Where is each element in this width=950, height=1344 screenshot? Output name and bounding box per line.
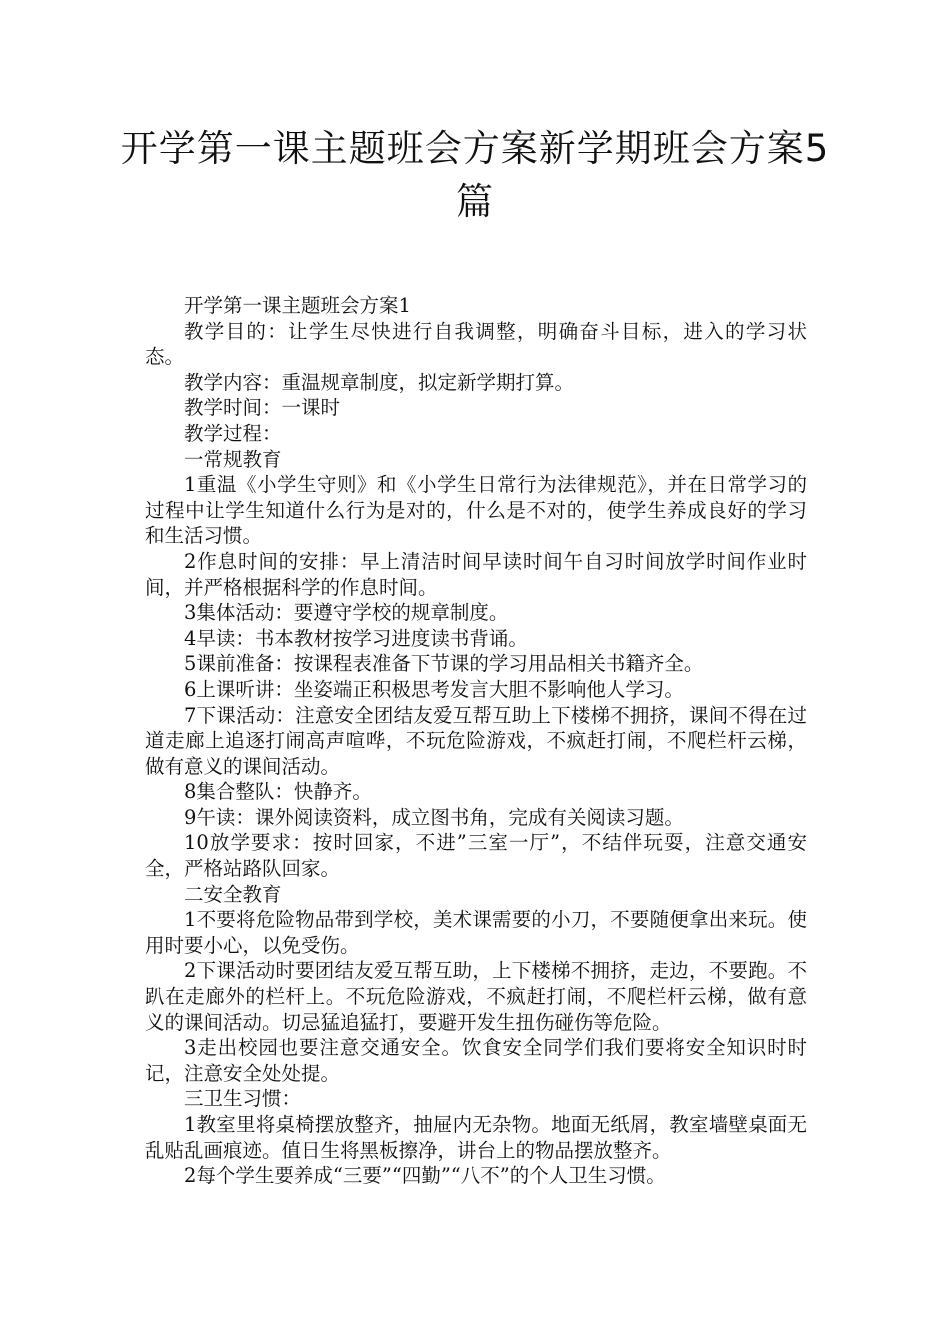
section-heading: 一常规教育 [184, 447, 282, 471]
paragraph: 4早读：书本教材按学习进度读书背诵。 [184, 626, 528, 650]
paragraph: 2作息时间的安排：早上清洁时间早读时间午自习时间放学时间作业时间，并严格根据科学的作息时间。 [145, 549, 807, 599]
paragraph: 教学时间：一课时 [184, 396, 341, 420]
paragraph: 3集体活动：要遵守学校的规章制度。 [184, 601, 509, 625]
paragraph: 10放学要求：按时回家，不进”三室一厅”，不结伴玩耍，注意交通安全，严格站路队回家。 [145, 831, 807, 881]
paragraph: 6上课听讲：坐姿端正积极思考发言大胆不影响他人学习。 [184, 677, 684, 701]
document-title: 开学第一课主题班会方案新学期班会方案5篇 [120, 127, 830, 223]
paragraph: 5课前准备：按课程表准备下节课的学习用品相关书籍齐全。 [184, 652, 704, 676]
paragraph: 2下课活动时要团结友爱互帮互助，上下楼梯不拥挤，走边，不要跑。不趴在走廊外的栏杆上。不玩危险游戏，不疯赶打闹，不爬栏杆云梯，做有意义的课间活动。切忌猛追猛打，要避开发生扭伤碰伤等危险。 [145, 959, 807, 1034]
paragraph: 2每个学生要养成“三要”“四勤”“八不”的个人卫生习惯。 [184, 1164, 666, 1188]
paragraph: 教学内容：重温规章制度，拟定新学期打算。 [184, 370, 575, 394]
paragraph: 9午读：课外阅读资料，成立图书角，完成有关阅读习题。 [184, 805, 684, 829]
paragraph: 开学第一课主题班会方案1 [184, 294, 411, 317]
document-body [145, 293, 807, 1189]
paragraph: 1不要将危险物品带到学校，美术课需要的小刀，不要随便拿出来玩。使用时要小心，以免受伤。 [145, 908, 807, 957]
paragraph: 8集合整队：快静齐。 [184, 780, 372, 804]
paragraph: 1教室里将桌椅摆放整齐，抽屉内无杂物。地面无纸屑，教室墙壁桌面无乱贴乱画痕迹。值日生将黑板擦净，讲台上的物品摆放整齐。 [145, 1113, 807, 1162]
paragraph: 教学过程： [184, 421, 282, 445]
paragraph: 教学目的：让学生尽快进行自我调整，明确奋斗目标，进入的学习状态。 [145, 319, 807, 369]
section-heading: 三卫生习惯： [184, 1087, 302, 1111]
paragraph: 3走出校园也要注意交通安全。饮食安全同学们我们要将安全知识时时记，注意安全处处提。 [145, 1036, 807, 1085]
paragraph: 7下课活动：注意安全团结友爱互帮互助上下楼梯不拥挤，课间不得在过道走廊上追逐打闹高声喧哗，不玩危险游戏，不疯赶打闹，不爬栏杆云梯，做有意义的课间活动。 [145, 703, 807, 778]
paragraph: 1重温《小学生守则》和《小学生日常行为法律规范》，并在日常学习的过程中让学生知道什么行为是对的，什么是不对的，使学生养成良好的学习和生活习惯。 [145, 473, 807, 548]
section-heading: 二安全教育 [184, 882, 282, 906]
